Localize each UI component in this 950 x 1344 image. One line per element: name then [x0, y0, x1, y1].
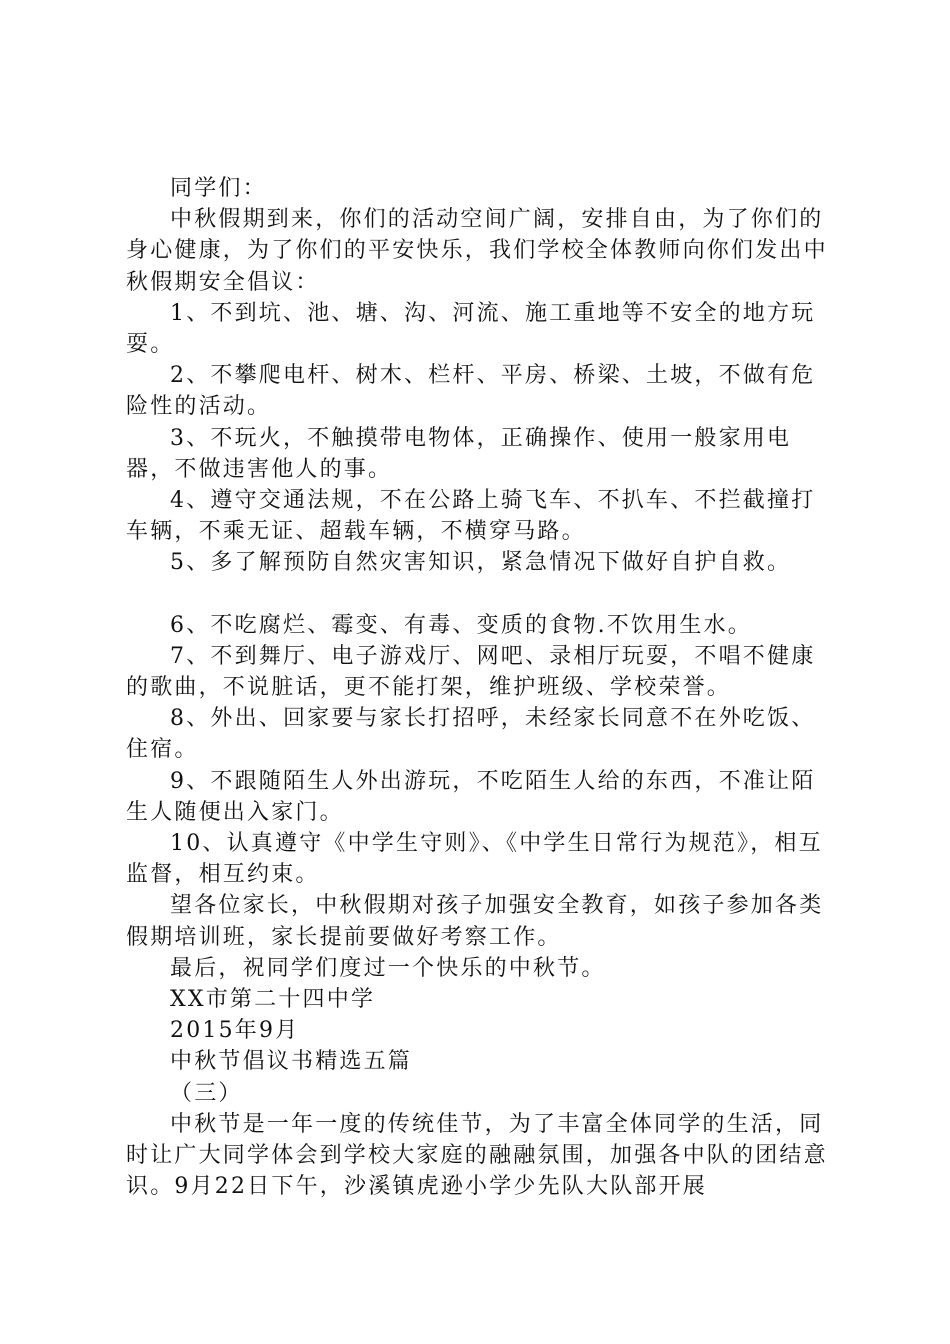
next-paragraph: 中秋节是一年一度的传统佳节，为了丰富全体同学的生活，同时让广大同学体会到学校大家庭的融融氛围，加强各中队的团结意识。9月22日下午，沙溪镇虎逊小学少先队大队部开展 — [126, 1111, 828, 1200]
list-item: 9、不跟随陌生人外出游玩，不吃陌生人给的东西，不准让陌生人随便出入家门。 — [126, 768, 816, 825]
date-line: 2015年9月 — [170, 1018, 300, 1044]
list-item: 3、不玩火，不触摸带电物体，正确操作、使用一般家用电器，不做违害他人的事。 — [126, 425, 792, 482]
list-item: 10、认真遵守《中学生守则》、《中学生日常行为规范》，相互监督，相互约束。 — [126, 831, 823, 888]
list-item: 7、不到舞厅、电子游戏厅、网吧、录相厅玩耍，不唱不健康的歌曲，不说脏话，更不能打架，维护班级、学校荣誉。 — [126, 643, 816, 701]
list-item: 1、不到坑、池、塘、沟、河流、施工重地等不安全的地方玩耍。 — [126, 300, 816, 358]
closing-line: 最后，祝同学们度过一个快乐的中秋节。 — [170, 955, 606, 981]
section-heading: 中秋节倡议书精选五篇 — [170, 1049, 413, 1075]
parents-note: 望各位家长，中秋假期对孩子加强安全教育，如孩子参加各类假期培训班，家长提前要做好考察工作。 — [126, 893, 824, 950]
list-item: 6、不吃腐烂、霉变、有毒、变质的食物.不饮用生水。 — [170, 612, 752, 638]
intro-paragraph: 中秋假期到来，你们的活动空间广阔，安排自由，为了你们的身心健康，为了你们的平安快乐，我们学校全体教师向你们发出中秋假期安全倡议： — [126, 207, 828, 295]
greeting: 同学们： — [170, 176, 267, 201]
document-body — [126, 173, 836, 1203]
section-number: （三） — [170, 1080, 243, 1106]
list-item: 5、多了解预防自然灾害知识，紧急情况下做好自护自救。 — [170, 550, 792, 576]
school-signature: XX市第二十四中学 — [170, 987, 376, 1013]
list-item: 8、外出、回家要与家长打招呼，未经家长同意不在外吃饭、住宿。 — [126, 706, 816, 763]
list-item: 4、遵守交通法规，不在公路上骑飞车、不扒车、不拦截撞打车辆，不乘无证、超载车辆，不横穿马路。 — [126, 488, 816, 545]
list-item: 2、不攀爬电杆、树木、栏杆、平房、桥梁、土坡，不做有危险性的活动。 — [126, 363, 816, 420]
